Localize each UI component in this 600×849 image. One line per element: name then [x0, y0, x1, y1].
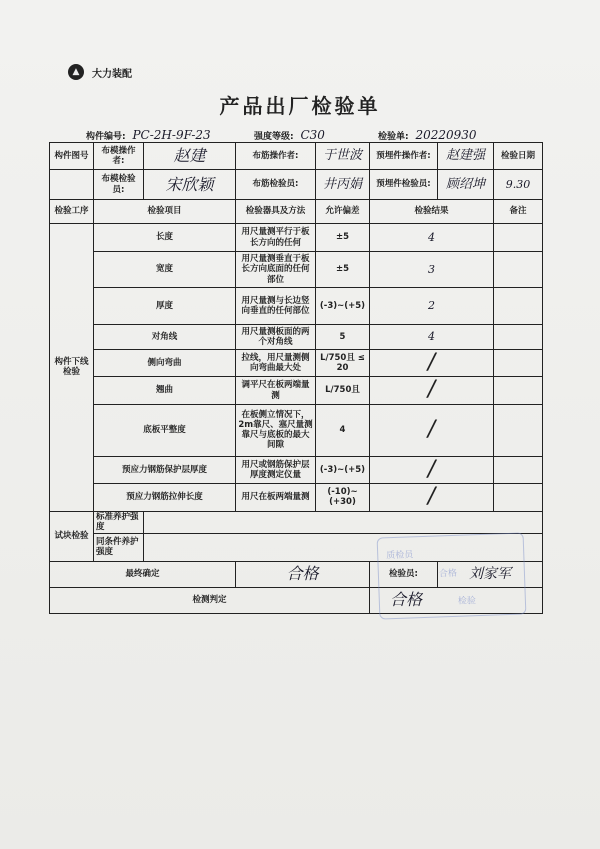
row-tolerance: L/750且 ≤ 20: [316, 350, 370, 377]
row-result: /: [370, 404, 494, 456]
rebar-operator-label: 布筋操作者:: [236, 143, 316, 170]
row-item: 预应力钢筋拉伸长度: [94, 484, 236, 511]
company-name: 大力装配: [92, 68, 132, 80]
info-row-inspectors: [50, 170, 543, 200]
row-tolerance: (-10)~(+30): [316, 484, 370, 511]
formwork-inspector-value: 宋欣颖: [144, 170, 236, 200]
component-no-label: 构件编号:: [86, 132, 126, 142]
row-result: 4: [370, 224, 494, 252]
table-row: [50, 404, 543, 456]
standard-cure-value: [144, 511, 543, 533]
table-row: [50, 484, 543, 511]
row-method: 用尺在板两端量测: [236, 484, 316, 511]
embed-operator-value: 赵建强: [438, 143, 494, 170]
final-label: 最终确定: [50, 561, 236, 587]
col-remark: 备注: [494, 200, 543, 224]
embed-inspector-label: 预埋件检验员:: [370, 170, 438, 200]
inspect-date-value: 9.30: [494, 170, 543, 200]
page-title: 产品出厂检验单: [219, 94, 381, 118]
drawing-no-label: 构件图号: [50, 143, 94, 170]
company-logo-icon: ▲: [68, 64, 84, 80]
row-method: 调平尺在板两端量测: [236, 377, 316, 404]
formwork-operator-label: 布模操作者:: [94, 143, 144, 170]
row-tolerance: 4: [316, 404, 370, 456]
info-row-operators: [50, 143, 543, 170]
standard-cure-label: 标准养护强度: [94, 511, 144, 533]
row-remark: [494, 288, 543, 325]
inspect-date-label: 检验日期: [494, 143, 543, 170]
row-result: 4: [370, 325, 494, 350]
row-result: /: [370, 350, 494, 377]
inspector-value: 刘家军: [438, 561, 543, 587]
table-row: [50, 350, 543, 377]
rebar-operator-value: 于世波: [316, 143, 370, 170]
row-method: 用尺量测板面的两个对角线: [236, 325, 316, 350]
row-remark: [494, 325, 543, 350]
judgement-label: 检测判定: [50, 587, 370, 613]
row-result: /: [370, 377, 494, 404]
inspection-no-value: 20220930: [415, 128, 477, 142]
row-result: 3: [370, 252, 494, 288]
strength-grade: [254, 128, 325, 142]
col-tolerance: 允许偏差: [316, 200, 370, 224]
row-remark: [494, 224, 543, 252]
same-cure-label: 同条件养护强度: [94, 533, 144, 561]
rebar-inspector-label: 布筋检验员:: [236, 170, 316, 200]
group-label: 构件下线检验: [50, 224, 94, 512]
row-item: 翘曲: [94, 377, 236, 404]
row-method: 用尺量测平行于板长方向的任何: [236, 224, 316, 252]
inspection-stamp: [377, 532, 527, 619]
stamp-line-1: 质检员: [386, 550, 414, 562]
formwork-operator-value: 赵建: [144, 143, 236, 170]
row-tolerance: ±5: [316, 224, 370, 252]
row-method: 拉线，用尺量测侧向弯曲最大处: [236, 350, 316, 377]
row-item: 长度: [94, 224, 236, 252]
row-tolerance: ±5: [316, 252, 370, 288]
row-method: 在板侧立情况下，2m靠尺、塞尺量测靠尺与底板的最大间隙: [236, 404, 316, 456]
row-item: 侧向弯曲: [94, 350, 236, 377]
row-method: 用尺量测垂直于板长方向底面的任何部位: [236, 252, 316, 288]
row-tolerance: L/750且: [316, 377, 370, 404]
table-row: [50, 325, 543, 350]
row-result: /: [370, 484, 494, 511]
embed-operator-label: 预埋件操作者:: [370, 143, 438, 170]
row-remark: [494, 484, 543, 511]
col-item: 检验项目: [94, 200, 236, 224]
row-result: /: [370, 456, 494, 483]
row-result: 2: [370, 288, 494, 325]
drawing-no-value: [50, 170, 94, 200]
stamp-line-2: 合格: [438, 568, 458, 580]
component-no-value: PC-2H-9F-23: [132, 128, 211, 142]
col-process: 检验工序: [50, 200, 94, 224]
row-remark: [494, 350, 543, 377]
final-value: 合格: [236, 561, 370, 587]
row-remark: [494, 377, 543, 404]
table-row: [50, 224, 543, 252]
stamp-line-3: 检验: [457, 596, 477, 607]
inspector-label: 检验员:: [370, 561, 438, 587]
table-row: [50, 252, 543, 288]
row-remark: [494, 456, 543, 483]
row-remark: [494, 404, 543, 456]
row-item: 底板平整度: [94, 404, 236, 456]
formwork-inspector-label: 布模检验员:: [94, 170, 144, 200]
table-row: [50, 377, 543, 404]
column-header-row: [50, 200, 543, 224]
rebar-inspector-value: 井丙娟: [316, 170, 370, 200]
strength-label: 强度等级:: [254, 132, 294, 142]
table-row: [50, 288, 543, 325]
col-result: 检验结果: [370, 200, 494, 224]
row-remark: [494, 252, 543, 288]
inspection-no-label: 检验单:: [378, 132, 409, 142]
judgement-value: 合格: [370, 587, 543, 613]
row-tolerance: (-3)~(+5): [316, 288, 370, 325]
row-tolerance: 5: [316, 325, 370, 350]
row-item: 宽度: [94, 252, 236, 288]
component-no: [86, 128, 211, 142]
trial-label: 试块检验: [50, 511, 94, 561]
trial-row-standard: [50, 511, 543, 533]
row-item: 对角线: [94, 325, 236, 350]
embed-inspector-value: 顾绍坤: [438, 170, 494, 200]
row-method: 用尺量测与长边竖向垂直的任何部位: [236, 288, 316, 325]
col-method: 检验器具及方法: [236, 200, 316, 224]
table-row: [50, 456, 543, 483]
inspection-no: [378, 128, 477, 142]
row-item: 预应力钢筋保护层厚度: [94, 456, 236, 483]
company-logo: [68, 64, 132, 80]
row-tolerance: (-3)~(+5): [316, 456, 370, 483]
strength-value: C30: [300, 128, 325, 142]
row-item: 厚度: [94, 288, 236, 325]
row-method: 用尺或钢筋保护层厚度测定仪量: [236, 456, 316, 483]
